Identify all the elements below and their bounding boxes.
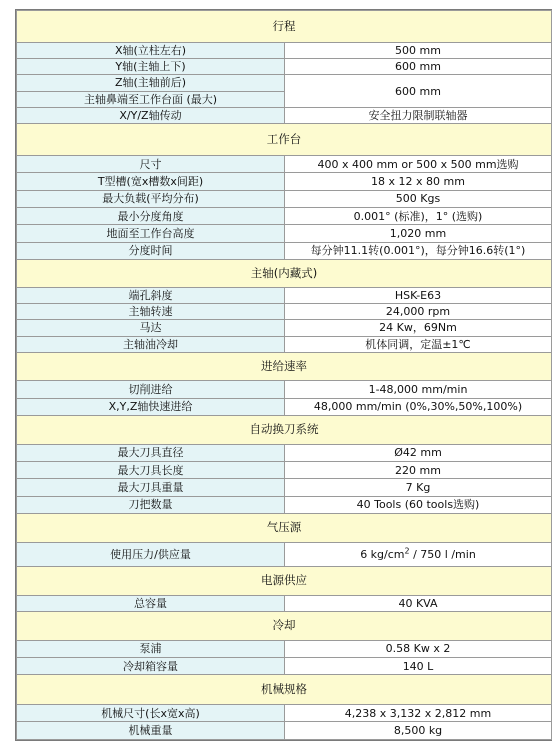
spec-value: 48,000 mm/min (0%,30%,50%,100%) xyxy=(285,398,552,415)
table-row xyxy=(17,336,552,352)
table-row xyxy=(17,542,552,567)
spec-value xyxy=(285,542,552,567)
spec-value: 24,000 rpm xyxy=(285,303,552,319)
spec-label: 最小分度角度 xyxy=(17,207,285,224)
table-row xyxy=(17,479,552,496)
spec-value: 0.58 Kw x 2 xyxy=(285,640,552,657)
spec-label: X,Y,Z轴快速进给 xyxy=(17,398,285,415)
value-tail: / 750 l /min xyxy=(409,547,476,561)
spec-value: 1-48,000 mm/min xyxy=(285,381,552,398)
table-row xyxy=(17,496,552,513)
table-row xyxy=(17,722,552,740)
table-row xyxy=(17,462,552,479)
table-row xyxy=(17,207,552,224)
spec-value: 1,020 mm xyxy=(285,225,552,242)
spec-label: 分度时间 xyxy=(17,242,285,259)
spec-label: 最大负载(平均分布) xyxy=(17,190,285,207)
spec-label: 马达 xyxy=(17,320,285,336)
spec-label: Y轴(主轴上下) xyxy=(17,58,285,74)
table-row xyxy=(17,657,552,674)
spec-value: 140 L xyxy=(285,657,552,674)
value-main: 6 kg/cm xyxy=(360,547,405,561)
spec-value: 7 Kg xyxy=(285,479,552,496)
section-header-atc xyxy=(17,416,552,445)
spec-value: 40 KVA xyxy=(285,595,552,611)
spec-label: 尺寸 xyxy=(17,155,285,172)
table-row xyxy=(17,242,552,259)
spec-sheet xyxy=(15,9,552,741)
spec-label: 总容量 xyxy=(17,595,285,611)
section-title: 电源供应 xyxy=(17,567,552,596)
table-row xyxy=(17,303,552,319)
section-header-power xyxy=(17,567,552,596)
section-title: 主轴(内藏式) xyxy=(17,259,552,287)
value-superscript: 2 xyxy=(404,546,410,556)
table-row xyxy=(17,381,552,398)
section-header-cooling xyxy=(17,612,552,641)
table-row xyxy=(17,58,552,74)
spec-label: X/Y/Z轴传动 xyxy=(17,107,285,123)
table-row xyxy=(17,444,552,461)
section-title: 冷却 xyxy=(17,612,552,641)
section-title: 进给速率 xyxy=(17,352,552,381)
section-header-travel xyxy=(17,11,552,43)
spec-value: 600 mm xyxy=(285,58,552,74)
spec-value: 220 mm xyxy=(285,462,552,479)
section-title: 工作台 xyxy=(17,124,552,156)
table-row xyxy=(17,173,552,190)
spec-value: 500 Kgs xyxy=(285,190,552,207)
table-row xyxy=(17,398,552,415)
section-title: 自动换刀系统 xyxy=(17,416,552,445)
spec-label: 泵浦 xyxy=(17,640,285,657)
spec-label: X轴(立柱左右) xyxy=(17,42,285,58)
table-row xyxy=(17,595,552,611)
table-row xyxy=(17,225,552,242)
spec-label: 冷却箱容量 xyxy=(17,657,285,674)
spec-label: 切削进给 xyxy=(17,381,285,398)
spec-value: 每分钟11.1转(0.001°)，每分钟16.6转(1°) xyxy=(285,242,552,259)
spec-label: T型槽(宽x槽数x间距) xyxy=(17,173,285,190)
spec-label: Z轴(主轴前后) xyxy=(17,75,285,91)
section-title: 气压源 xyxy=(17,514,552,543)
section-title: 机械规格 xyxy=(17,675,552,705)
spec-label: 最大刀具长度 xyxy=(17,462,285,479)
spec-label: 主轴油冷却 xyxy=(17,336,285,352)
spec-value: 500 mm xyxy=(285,42,552,58)
spec-value: 8,500 kg xyxy=(285,722,552,740)
spec-label: 刀把数量 xyxy=(17,496,285,513)
section-title: 行程 xyxy=(17,11,552,43)
spec-value: HSK-E63 xyxy=(285,287,552,303)
section-header-spindle xyxy=(17,259,552,287)
section-header-worktable xyxy=(17,124,552,156)
spec-value: 机体同调，定温±1℃ xyxy=(285,336,552,352)
spec-label: 使用压力/供应量 xyxy=(17,542,285,567)
spec-value: 40 Tools (60 tools选购) xyxy=(285,496,552,513)
spec-value: 600 mm xyxy=(285,75,552,108)
spec-label: 机械尺寸(长x宽x高) xyxy=(17,704,285,721)
spec-label: 最大刀具直径 xyxy=(17,444,285,461)
table-row xyxy=(17,42,552,58)
section-header-machine-spec xyxy=(17,675,552,705)
spec-value: 24 Kw，69Nm xyxy=(285,320,552,336)
spec-label: 主轴转速 xyxy=(17,303,285,319)
spec-value: 安全扭力限制联轴器 xyxy=(285,107,552,123)
spec-label: 最大刀具重量 xyxy=(17,479,285,496)
spec-value: 4,238 x 3,132 x 2,812 mm xyxy=(285,704,552,721)
spec-value: 400 x 400 mm or 500 x 500 mm选购 xyxy=(285,155,552,172)
spec-value: Ø42 mm xyxy=(285,444,552,461)
table-row xyxy=(17,287,552,303)
table-row xyxy=(17,190,552,207)
table-row xyxy=(17,75,552,91)
spec-value: 18 x 12 x 80 mm xyxy=(285,173,552,190)
spec-value: 0.001° (标准)，1° (选购) xyxy=(285,207,552,224)
spec-label: 主轴鼻端至工作台面 (最大) xyxy=(17,91,285,107)
spec-label: 机械重量 xyxy=(17,722,285,740)
spec-label: 端孔斜度 xyxy=(17,287,285,303)
table-row xyxy=(17,320,552,336)
spec-table xyxy=(16,10,552,740)
table-row xyxy=(17,704,552,721)
section-header-feed-rate xyxy=(17,352,552,381)
spec-label: 地面至工作台高度 xyxy=(17,225,285,242)
table-row xyxy=(17,640,552,657)
table-row xyxy=(17,107,552,123)
section-header-air-supply xyxy=(17,514,552,543)
table-row xyxy=(17,155,552,172)
